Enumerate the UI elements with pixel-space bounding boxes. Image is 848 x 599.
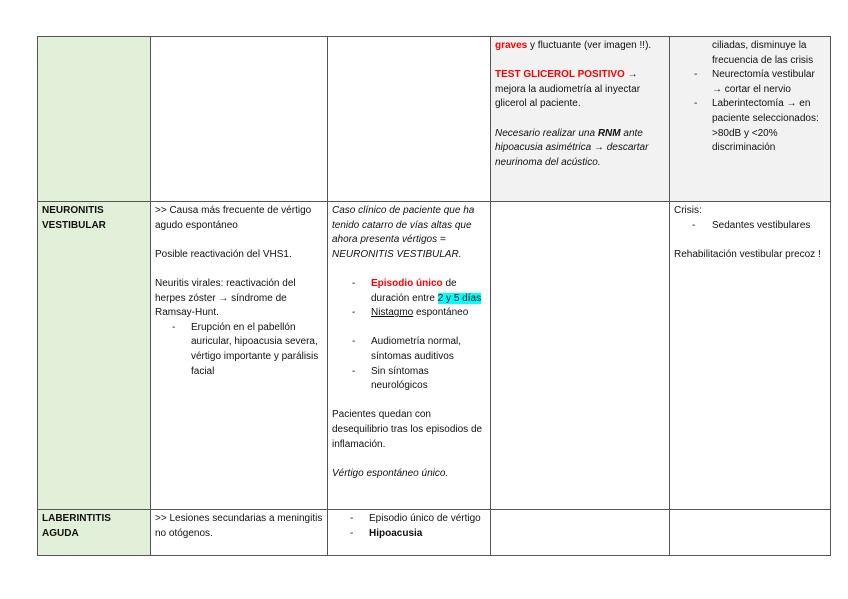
episodio-unico-label: Episodio único (371, 277, 443, 289)
neuritis-text: Neuritis virales: reactivación del herpes zóster → síndrome de Ramsay-Hunt. (155, 277, 296, 319)
glicerol-intro (495, 39, 665, 54)
dash: - (352, 336, 356, 348)
cell-neuronitis-col3 (491, 202, 670, 510)
table-row-top (38, 37, 831, 202)
cell-laberintitis-col1: >> Lesiones secundarias a meningitis no otógenos. (151, 510, 328, 556)
dash: - (350, 527, 354, 539)
rnm-note (495, 127, 665, 171)
erupcion-text: Erupción en el pabellón auricular, hipoacusia severa, vértigo importante y parálisis facial (191, 321, 319, 377)
dash: - (694, 69, 698, 81)
glicerol-test (495, 68, 665, 112)
cell-neuronitis-col2 (328, 202, 491, 510)
dash: - (352, 277, 356, 289)
cell-laberintitis-col4 (670, 510, 831, 556)
cell-neuronitis-col1 (151, 202, 328, 510)
table-row-neuronitis (38, 202, 831, 510)
ciliadas-text: ciliadas, disminuye la frecuencia de las crisis (712, 40, 814, 66)
cell-neuronitis-col4 (670, 202, 831, 510)
vertigo-unico-text: Vértigo espontáneo único. (332, 467, 449, 479)
dash: - (350, 513, 354, 524)
neurectomia-text: Neurectomía vestibular → cortar el nervio (712, 69, 815, 95)
list-item (332, 277, 486, 306)
desequilibrio-text: Pacientes quedan con desequilibrio tras los episodios de inflamación. (332, 409, 483, 450)
test-glicerol-label: TEST GLICEROL POSITIVO (495, 69, 625, 81)
fluctuante-text: y fluctuante (ver imagen !!). (527, 40, 652, 51)
list-item (332, 512, 486, 527)
cell-top-col1 (151, 37, 328, 202)
list-item (332, 527, 486, 542)
cell-neuronitis-title: NEURONITIS VESTIBULAR (38, 202, 151, 510)
causa-text: >> Causa más frecuente de vértigo agudo espontáneo (155, 205, 312, 231)
cell-laberintitis-col2 (328, 510, 491, 556)
list-item (332, 306, 486, 321)
audiometria-text: Audiometría normal, síntomas auditivos (371, 336, 462, 362)
dash: - (692, 219, 696, 231)
list-item (674, 219, 826, 234)
list-item (332, 365, 486, 394)
duracion-highlight: 2 y 5 días (437, 292, 482, 304)
list-item (155, 321, 323, 379)
cell-laberintitis-title: LABERINTITIS AGUDA (38, 510, 151, 556)
dash: - (352, 307, 356, 319)
test-glicerol-text: → mejora la audiometría al inyectar glicerol al paciente. (495, 69, 641, 110)
laberintectomia-text: Laberintectomía → en paciente seleccionados: >80dB y <20% discriminación (712, 98, 819, 154)
crisis-label: Crisis: (674, 205, 702, 216)
nistagmo-text: espontáneo (413, 307, 469, 319)
episodio-text: de duración entre (371, 277, 457, 304)
cell-top-col3 (491, 37, 670, 202)
sedantes-text: Sedantes vestibulares (712, 219, 811, 231)
cell-top-col4 (670, 37, 831, 202)
cell-top-col2 (328, 37, 491, 202)
cell-laberintitis-col3 (491, 510, 670, 556)
dash: - (694, 98, 698, 110)
nistagmo-label: Nistagmo (371, 307, 414, 319)
list-item (674, 68, 826, 97)
hipoacusia-text: Hipoacusia (369, 527, 423, 539)
list-item (674, 97, 826, 155)
dash: - (172, 321, 176, 333)
list-item (332, 335, 486, 364)
caso-clinico-text: Caso clínico de paciente que ha tenido catarro de vías altas que ahora presenta vértigos = NEURONITIS VESTIBULAR. (332, 205, 475, 260)
graves-text: graves (495, 40, 528, 51)
reactivacion-text: Posible reactivación del VHS1. (155, 248, 292, 260)
dash: - (352, 365, 356, 377)
episodio-vertigo-text: Episodio único de vértigo (369, 513, 481, 524)
rnm-post: ante hipoacusia asimétrica → descartar neurinoma del acústico. (495, 127, 649, 168)
rnm-pre: Necesario realizar una (495, 127, 598, 139)
table-row-laberintitis (38, 510, 831, 556)
sin-sintomas-text: Sin síntomas neurológicos (371, 365, 429, 392)
clinical-table (37, 36, 831, 556)
cell-top-title (38, 37, 151, 202)
rnm-bold: RNM (597, 127, 621, 139)
rehabilitacion-text: Rehabilitación vestibular precoz ! (674, 248, 821, 260)
